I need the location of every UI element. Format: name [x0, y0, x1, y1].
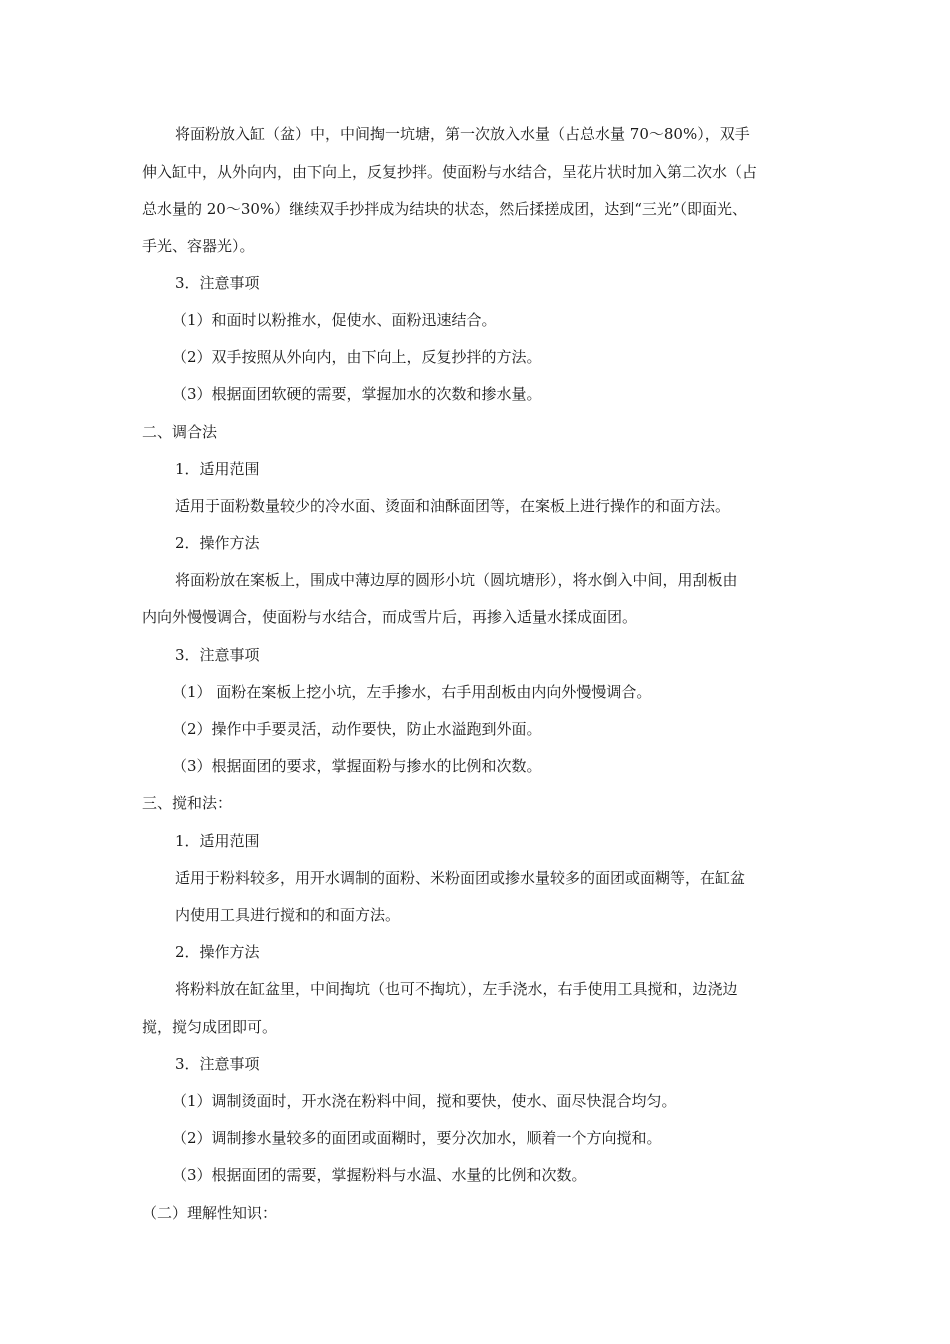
paragraph-line: 伸入缸中，从外向内，由下向上，反复抄拌。使面粉与水结合，呈花片状时加入第二次水（占 — [142, 163, 758, 181]
paragraph-line: 将面粉放入缸（盆）中，中间掏一坑塘，第一次放入水量（占总水量 70～80%），双手 — [175, 125, 750, 143]
paragraph-line: 总水量的 20～30%）继续双手抄拌成为结块的状态，然后揉搓成团，达到“三光”（即面光、 — [142, 200, 748, 218]
list-item: （1）和面时以粉推水，促使水、面粉迅速结合。 — [172, 311, 497, 329]
list-item: （3）根据面团的要求，掌握面粉与掺水的比例和次数。 — [172, 757, 542, 775]
paragraph-line: 适用于面粉数量较少的冷水面、烫面和油酥面团等，在案板上进行操作的和面方法。 — [175, 497, 731, 515]
paragraph-line: 适用于粉料较多，用开水调制的面粉、米粉面团或掺水量较多的面团或面糊等，在缸盆 — [175, 869, 746, 887]
section-heading: 三、搅和法： — [142, 794, 233, 812]
subsection-heading: 1．适用范围 — [175, 460, 260, 478]
paragraph-line: 将粉料放在缸盆里，中间掏坑（也可不掏坑），左手浇水，右手使用工具搅和，边浇边 — [175, 980, 738, 998]
paragraph-line: 内使用工具进行搅和的和面方法。 — [175, 906, 401, 924]
subsection-heading: 2．操作方法 — [175, 943, 260, 961]
list-item: （1） 面粉在案板上挖小坑，左手掺水，右手用刮板由内向外慢慢调合。 — [172, 683, 652, 701]
list-item: （2）调制掺水量较多的面团或面糊时，要分次加水，顺着一个方向搅和。 — [172, 1129, 662, 1147]
section-heading: 二、调合法 — [142, 423, 218, 441]
subsection-heading: 1．适用范围 — [175, 832, 260, 850]
list-item: （3）根据面团的需要，掌握粉料与水温、水量的比例和次数。 — [172, 1166, 587, 1184]
paragraph-line: 将面粉放在案板上，围成中薄边厚的圆形小坑（圆坑塘形），将水倒入中间，用刮板由 — [175, 571, 738, 589]
list-item: （2）双手按照从外向内，由下向上，反复抄拌的方法。 — [172, 348, 542, 366]
subsection-heading: 3．注意事项 — [175, 274, 260, 292]
section-heading: （二）理解性知识： — [142, 1204, 278, 1222]
paragraph-line: 内向外慢慢调合，使面粉与水结合，而成雪片后，再掺入适量水揉成面团。 — [142, 608, 638, 626]
paragraph-line: 手光、容器光）。 — [142, 237, 255, 255]
paragraph-line: 搅，搅匀成团即可。 — [142, 1018, 278, 1036]
list-item: （2）操作中手要灵活，动作要快，防止水溢跑到外面。 — [172, 720, 542, 738]
list-item: （1）调制烫面时，开水浇在粉料中间，搅和要快，使水、面尽快混合均匀。 — [172, 1092, 677, 1110]
subsection-heading: 3．注意事项 — [175, 646, 260, 664]
list-item: （3）根据面团软硬的需要，掌握加水的次数和掺水量。 — [172, 385, 542, 403]
subsection-heading: 3．注意事项 — [175, 1055, 260, 1073]
subsection-heading: 2．操作方法 — [175, 534, 260, 552]
